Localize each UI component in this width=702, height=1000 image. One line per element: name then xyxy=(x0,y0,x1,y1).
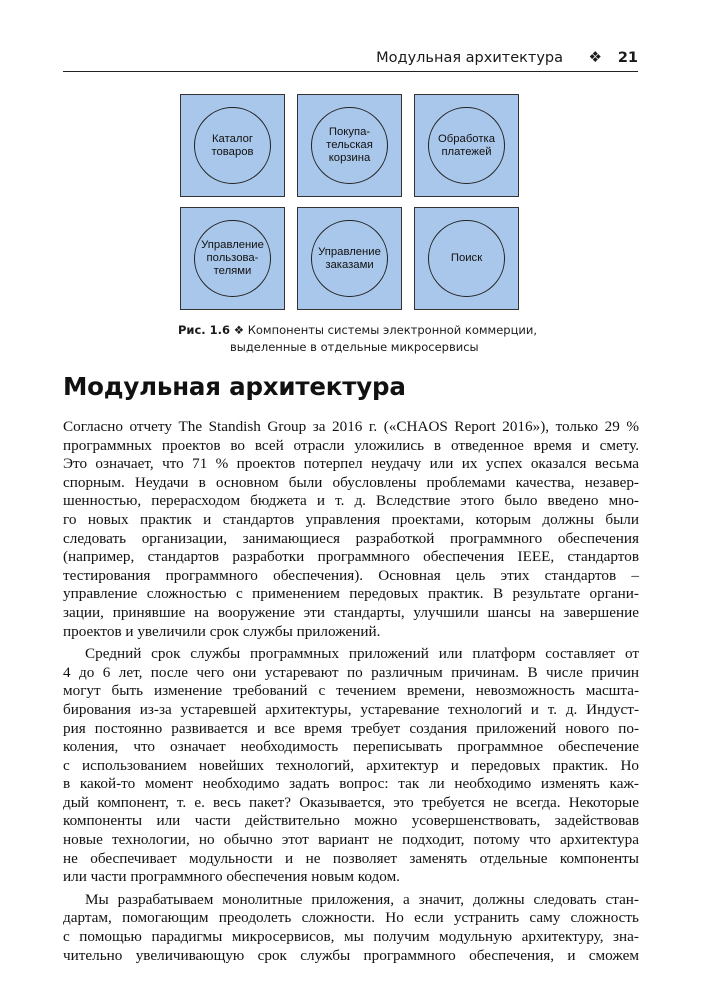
running-title: Модульная архитектура xyxy=(376,50,563,66)
microservices-figure xyxy=(180,94,520,314)
text-line: программных проектов во всей отрасли уложились в отведенное время и смету. xyxy=(63,436,639,454)
circle-node xyxy=(428,107,505,184)
text-line: шенностью, перерасходом бюджета и т. д. Вследствие этого было введено мно- xyxy=(63,492,639,510)
circle-node xyxy=(428,220,505,297)
circle-node xyxy=(311,220,388,297)
caption-line-1 xyxy=(178,322,558,339)
text-line: или части программного обеспечения новым кодом. xyxy=(63,868,400,886)
tile-cart xyxy=(297,94,402,197)
section-heading: Модульная архитектура xyxy=(63,372,406,401)
page-number: 21 xyxy=(617,50,638,66)
text-line: дый компонент, т. е. весь пакет? Оказывается, это требуется не всегда. Некоторые xyxy=(63,793,639,811)
text-line: рия постоянно развивается и все время требует создания приложений нового по- xyxy=(63,719,639,737)
text-line: с использованием новейших технологий, архитектур и передовых практик. Но xyxy=(63,756,639,774)
tile-label: Управление пользова- телями xyxy=(201,239,264,277)
tile-catalog xyxy=(180,94,285,197)
paragraph xyxy=(63,891,639,965)
text-line: могут быть изменение требований с течением времени, невозможность масшта- xyxy=(63,682,639,700)
body-text xyxy=(63,418,639,965)
text-line: проектов и увеличили срок службы приложений. xyxy=(63,622,381,640)
tile-label: Поиск xyxy=(450,252,483,264)
paragraph xyxy=(63,418,639,641)
text-line: новые технологии, но обычно этот вариант не подходит, потому что архитектура xyxy=(63,831,639,849)
tile-label: Каталог товаров xyxy=(211,132,254,158)
tile-search xyxy=(414,207,519,310)
text-line: дартам, помогающим преодолеть сложности. Но если устранить саму сложность xyxy=(63,909,639,927)
tile-label: Управление заказами xyxy=(318,245,381,271)
figure-caption xyxy=(178,322,558,356)
text-line: не обеспечивает модульности и не позволяет заменять отдельные компоненты xyxy=(63,849,639,867)
caption-line-2: выделенные в отдельные микросервисы xyxy=(230,340,479,354)
tile-payments xyxy=(414,94,519,197)
text-line: чительно увеличивающую срок службы программного обеспечения, и сможем xyxy=(63,946,639,964)
circle-node xyxy=(194,107,271,184)
caption-text: Компоненты системы электронной коммерции, xyxy=(247,323,538,337)
ornament-icon: ❖ xyxy=(588,48,602,66)
text-line: спорным. Неудачи в основном были обусловлены проблемами качества, незавер- xyxy=(63,473,639,491)
text-line: 4 до 6 лет, после чего они устаревают по различным причинам. В числе причин xyxy=(63,663,639,681)
caption-ornament-icon: ❖ xyxy=(233,323,245,337)
text-line: тестирования программного обеспечения). Основная цель этих стандартов – xyxy=(63,566,639,584)
circle-node xyxy=(311,107,388,184)
text-line: го новых практик и стандартов управления проектами, которым должны были xyxy=(63,510,639,528)
text-line: с помощью парадигмы микросервисов, мы получим модульную архитектуру, зна- xyxy=(63,928,639,946)
text-line: компоненты или части действительно можно усовершенствовать, задействовав xyxy=(63,812,639,830)
text-line: бирования из-за устаревшей архитектуры, устаревание технологий и т. д. Индуст- xyxy=(63,700,639,718)
text-line: Мы разрабатываем монолитные приложения, а значит, должны следовать стан- xyxy=(85,890,639,908)
paragraph xyxy=(63,645,639,887)
text-line: следовать организации, занимающиеся разработкой программного обеспечения xyxy=(63,529,639,547)
circle-node xyxy=(194,220,271,297)
text-line: (например, стандартов разработки программного обеспечения IEEE, стандартов xyxy=(63,548,639,566)
text-line: Согласно отчету The Standish Group за 2016 г. («CHAOS Report 2016»), только 29 % xyxy=(63,418,639,435)
tile-users xyxy=(180,207,285,310)
text-line: Это означает, что 71 % проектов потерпел неудачу или их успех оказался весьма xyxy=(63,455,639,473)
tile-orders xyxy=(297,207,402,310)
text-line: в какой-то момент необходимо задать вопрос: так ли необходимо изменять каж- xyxy=(63,775,639,793)
page-header xyxy=(63,47,638,72)
tile-label: Покупа- тельская корзина xyxy=(326,126,373,164)
tile-label: Обработка платежей xyxy=(438,132,495,158)
text-line: управление сложностью с применением передовых практик. В результате органи- xyxy=(63,585,639,603)
caption-label: Рис. 1.6 xyxy=(178,323,231,337)
text-line: зации, принявшие на вооружение эти стандарты, улучшили шансы на завершение xyxy=(63,603,639,621)
text-line: коления, что означает необходимость переписывать программное обеспечение xyxy=(63,738,639,756)
text-line: Средний срок службы программных приложений или платформ составляет от xyxy=(85,645,639,663)
